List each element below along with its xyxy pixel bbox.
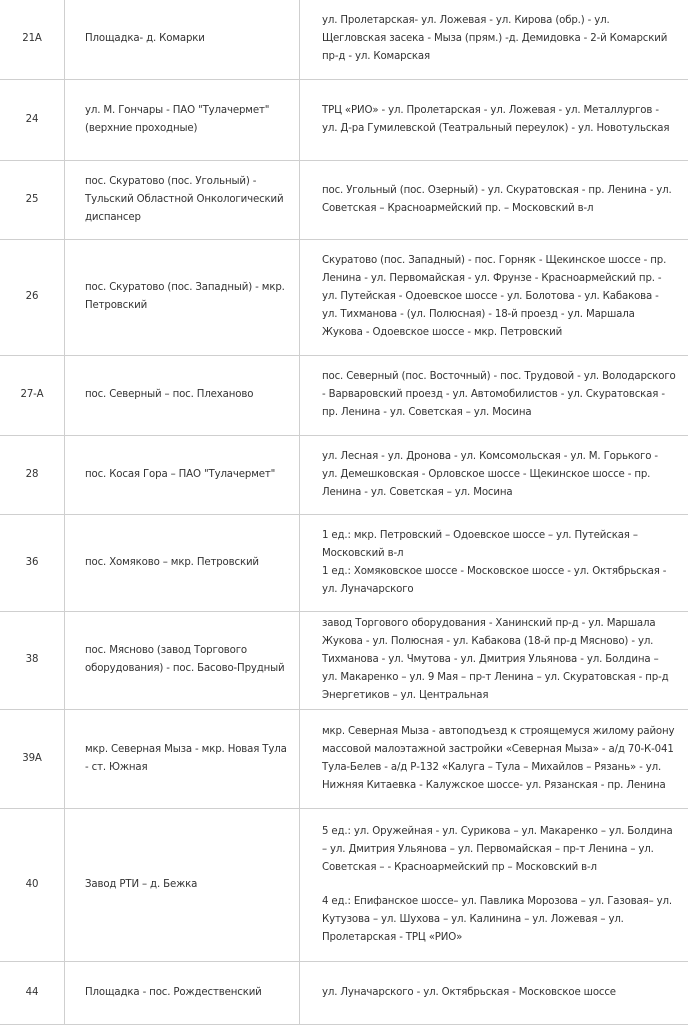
route-path-text: пос. Северный (пос. Восточный) - пос. Трудовой - ул. Володарского - Варваровский проезд - ул. Автомобилистов - ул. Скуратовская - пр. Ленина - ул. Советская – ул. Мосина [322,368,676,422]
route-path-text: 1 ед.: Хомяковское шоссе - Московское шоссе - ул. Октябрьская - ул. Луначарского [322,563,676,599]
table-row [0,355,688,435]
route-terminals: ул. М. Гончары - ПАО "Тулачермет" (верхние проходные) [65,79,300,160]
route-path [300,79,688,160]
route-path-text: 5 ед.: ул. Оружейная - ул. Сурикова – ул. Макаренко – ул. Болдина – ул. Дмитрия Ульянова – ул. Первомайская – пр-т Ленина – ул. Советская – - Красноармейский пр – Московский в-л [322,823,676,877]
route-number: 40 [0,808,65,961]
route-terminals: Завод РТИ – д. Бежка [65,808,300,961]
table-row [0,611,688,709]
route-terminals: пос. Скуратово (пос. Угольный) - Тульский Областной Онкологический диспансер [65,160,300,239]
route-terminals: пос. Косая Гора – ПАО "Тулачермет" [65,435,300,514]
route-path-text: Скуратово (пос. Западный) - пос. Горняк - Щекинское шоссе - пр. Ленина - ул. Первомайская - ул. Фрунзе - Красноармейский пр. - ул. Путейская - Одоевское шоссе - ул. Болотова - ул. Кабакова - ул. Тихманова - (ул. Полюсная) - 18-й проезд - ул. Маршала Жукова - Одоевское шоссе - мкр. Петровский [322,252,676,342]
route-number: 39А [0,709,65,808]
table-row [0,239,688,355]
route-terminals: Площадка - пос. Рождественский [65,961,300,1024]
route-path [300,0,688,79]
route-terminals: пос. Хомяково – мкр. Петровский [65,514,300,611]
route-path [300,611,688,709]
route-path-text: пос. Угольный (пос. Озерный) - ул. Скуратовская - пр. Ленина - ул. Советская – Красноармейский пр. – Московский в-л [322,182,676,218]
table-row [0,961,688,1024]
route-path [300,709,688,808]
route-terminals: Площадка- д. Комарки [65,0,300,79]
route-terminals: пос. Скуратово (пос. Западный) - мкр. Петровский [65,239,300,355]
table-row [0,808,688,961]
table-row [0,160,688,239]
route-path [300,808,688,961]
route-path [300,239,688,355]
route-number: 25 [0,160,65,239]
route-path-text: ТРЦ «РИО» - ул. Пролетарская - ул. Ложевая - ул. Металлургов - ул. Д-ра Гумилевской (Театральный переулок) - ул. Новотульская [322,102,676,138]
table-row [0,0,688,79]
route-terminals: мкр. Северная Мыза - мкр. Новая Тула - ст. Южная [65,709,300,808]
route-path-text: ул. Луначарского - ул. Октябрьская - Московское шоссе [322,984,676,1002]
route-path [300,355,688,435]
table-row [0,514,688,611]
route-number: 21А [0,0,65,79]
route-path-text: 4 ед.: Епифанское шоссе– ул. Павлика Морозова – ул. Газовая– ул. Кутузова – ул. Шухова – ул. Калинина – ул. Ложевая – ул. Пролетарская - ТРЦ «РИО» [322,893,676,947]
route-path-text: мкр. Северная Мыза - автоподъезд к строящемуся жилому району массовой малоэтажной застройки «Северная Мыза» - а/д 70-К-041 Тула-Белев - а/д Р-132 «Калуга – Тула – Михайлов – Рязань» - ул. Нижняя Китаевка - Калужское шоссе- ул. Рязанская - пр. Ленина [322,723,676,795]
route-number: 44 [0,961,65,1024]
table-row [0,709,688,808]
route-number: 28 [0,435,65,514]
route-number: 26 [0,239,65,355]
route-number: 27-А [0,355,65,435]
route-number: 36 [0,514,65,611]
table-row [0,435,688,514]
route-terminals: пос. Северный – пос. Плеханово [65,355,300,435]
table-row [0,79,688,160]
route-path [300,961,688,1024]
route-path-text: завод Торгового оборудования - Ханинский пр-д - ул. Маршала Жукова - ул. Полюсная - ул. Кабакова (18-й пр-д Мясново) - ул. Тихманова - ул. Чмутова - ул. Дмитрия Ульянова - ул. Болдина – ул. Макаренко – ул. 9 Мая – пр-т Ленина – ул. Скуратовская - пр-д Энергетиков – ул. Центральная [322,615,676,705]
route-path-text: ул. Пролетарская- ул. Ложевая - ул. Кирова (обр.) - ул. Щегловская засека - Мыза (прям.) -д. Демидовка - 2-й Комарский пр-д - ул. Комарская [322,12,676,66]
route-number: 24 [0,79,65,160]
route-number: 38 [0,611,65,709]
route-terminals: пос. Мясново (завод Торгового оборудования) - пос. Басово-Прудный [65,611,300,709]
route-path-text: 1 ед.: мкр. Петровский – Одоевское шоссе – ул. Путейская – Московский в-л [322,527,676,563]
route-path [300,435,688,514]
route-path-text: ул. Лесная - ул. Дронова - ул. Комсомольская - ул. М. Горького - ул. Демешковская - Орловское шоссе - Щекинское шоссе - пр. Ленина - ул. Советская – ул. Мосина [322,448,676,502]
route-path [300,514,688,611]
route-path [300,160,688,239]
